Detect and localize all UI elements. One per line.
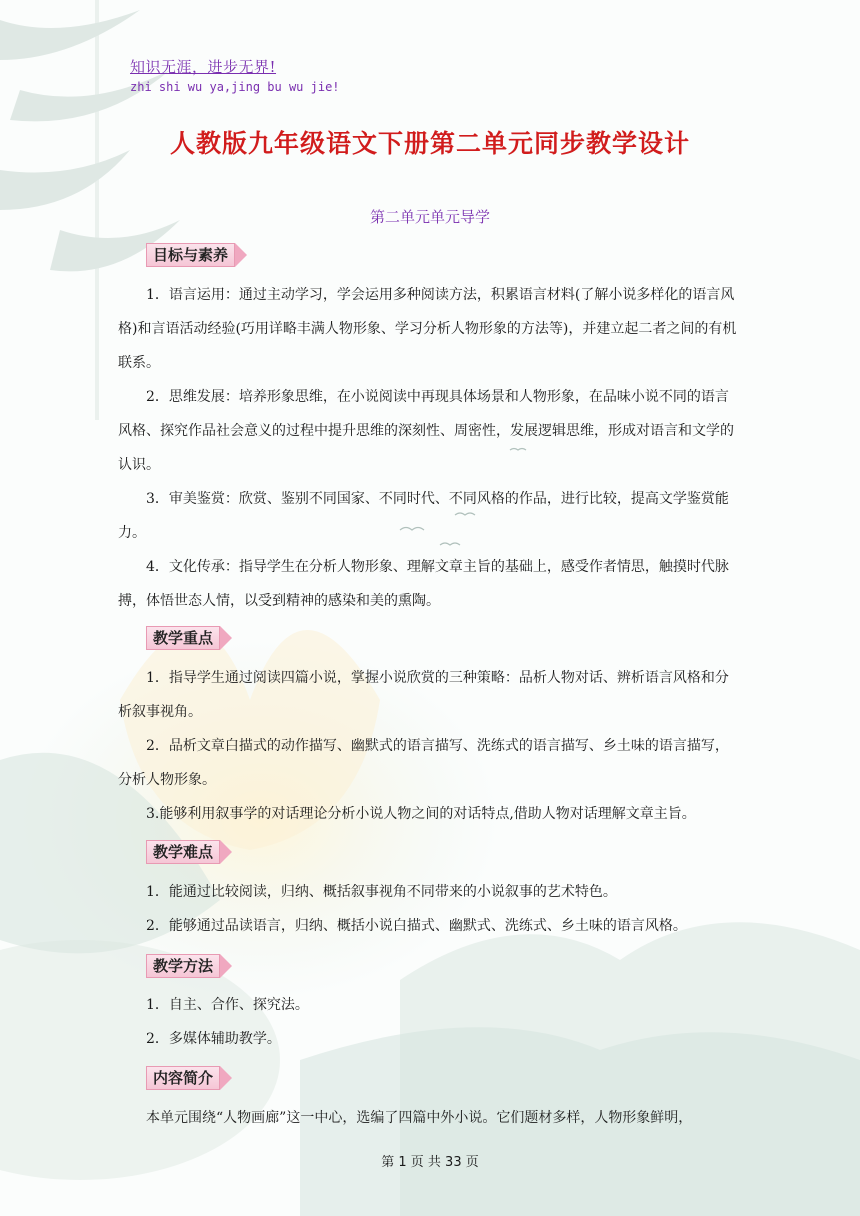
document-title: 人教版九年级语文下册第二单元同步教学设计 bbox=[169, 129, 690, 158]
method-item-2: 2．多媒体辅助教学。 bbox=[146, 1031, 281, 1047]
goals-item-4: 4．文化传承：指导学生在分析人物形象、理解文章主旨的基础上，感受作者情思，触摸时代脉搏，体悟世态人情，以受到精神的感染和美的熏陶。 bbox=[118, 559, 729, 609]
tag-arrow-icon bbox=[235, 243, 247, 267]
document-subtitle: 第二单元单元导学 bbox=[369, 208, 490, 226]
section-tag-label: 内容简介 bbox=[146, 1066, 220, 1090]
tag-arrow-icon bbox=[220, 626, 232, 650]
tag-arrow-icon bbox=[220, 1066, 232, 1090]
method-item-1: 1．自主、合作、探究法。 bbox=[146, 997, 309, 1013]
goals-item-2: 2．思维发展：培养形象思维，在小说阅读中再现具体场景和人物形象，在品味小说不同的语言风格、探究作品社会意义的过程中提升思维的深刻性、周密性，发展逻辑思维，形成对语言和文学的认识。 bbox=[118, 389, 734, 473]
difficulty-item-2: 2．能够通过品读语言，归纳、概括小说白描式、幽默式、洗练式、乡土味的语言风格。 bbox=[146, 918, 687, 934]
goals-item-1: 1．语言运用：通过主动学习，学会运用多种阅读方法，积累语言材料(了解小说多样化的语言风格)和言语活动经验(巧用详略丰满人物形象、学习分析人物形象的方法等)，并建立起二者之间的有机联系。 bbox=[118, 287, 737, 371]
section-tag-focus bbox=[146, 626, 232, 650]
section-tag-label: 教学方法 bbox=[146, 954, 220, 978]
tag-arrow-icon bbox=[220, 840, 232, 864]
motto-chinese: 知识无涯，进步无界! bbox=[130, 58, 277, 76]
focus-item-1: 1．指导学生通过阅读四篇小说，掌握小说欣赏的三种策略：品析人物对话、辨析语言风格和分析叙事视角。 bbox=[118, 670, 729, 720]
focus-item-3: 3.能够利用叙事学的对话理论分析小说人物之间的对话特点,借助人物对话理解文章主旨。 bbox=[146, 806, 696, 822]
section-tag-intro bbox=[146, 1066, 232, 1090]
section-tag-label: 教学难点 bbox=[146, 840, 220, 864]
tag-arrow-icon bbox=[220, 954, 232, 978]
focus-item-2: 2．品析文章白描式的动作描写、幽默式的语言描写、洗练式的语言描写、乡土味的语言描写，分析人物形象。 bbox=[118, 738, 729, 788]
section-tag-goals bbox=[146, 243, 247, 267]
section-tag-label: 目标与素养 bbox=[146, 243, 235, 267]
difficulty-item-1: 1．能通过比较阅读，归纳、概括叙事视角不同带来的小说叙事的艺术特色。 bbox=[146, 884, 617, 900]
page-footer: 第 1 页 共 33 页 bbox=[381, 1155, 479, 1170]
header-motto bbox=[130, 56, 340, 94]
motto-pinyin: zhi shi wu ya,jing bu wu jie! bbox=[130, 80, 340, 94]
section-tag-label: 教学重点 bbox=[146, 626, 220, 650]
goals-item-3: 3．审美鉴赏：欣赏、鉴别不同国家、不同时代、不同风格的作品，进行比较，提高文学鉴赏能力。 bbox=[118, 491, 729, 541]
intro-item-1: 本单元围绕“人物画廊”这一中心，选编了四篇中外小说。它们题材多样，人物形象鲜明， bbox=[146, 1110, 693, 1126]
section-tag-difficulty bbox=[146, 840, 232, 864]
section-tag-method bbox=[146, 954, 232, 978]
